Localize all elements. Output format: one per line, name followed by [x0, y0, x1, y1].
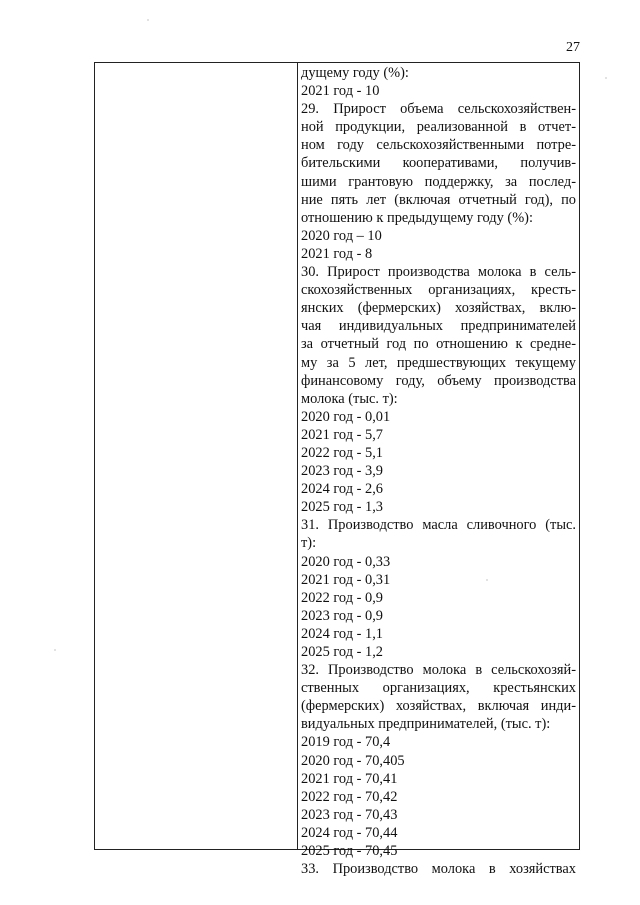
text-line: финансовому году, объему производства: [301, 372, 576, 389]
text-line: 2025 год - 70,45: [301, 843, 398, 860]
text-line: 31. Производство масла сливочного (тыс.: [301, 517, 576, 534]
text-line: 2024 год - 70,44: [301, 824, 398, 841]
text-line: 2021 год - 70,41: [301, 770, 398, 787]
text-line: 2020 год - 70,405: [301, 752, 405, 769]
text-line: т):: [301, 535, 317, 552]
text-line: 2025 год - 1,3: [301, 499, 384, 516]
text-line: 2024 год - 1,1: [301, 625, 384, 642]
text-line: 2022 год - 0,9: [301, 589, 384, 606]
text-line: видуальных предпринимателей, (тыс. т):: [301, 716, 551, 733]
text-line: 2023 год - 70,43: [301, 806, 398, 823]
text-line: ном году сельскохозяйственными потре-: [301, 137, 576, 154]
text-line: бительскими кооперативами, получив-: [301, 155, 576, 172]
text-line: янских (фермерских) хозяйствах, вклю-: [301, 300, 576, 317]
text-line: чая индивидуальных предпринимателей: [301, 318, 576, 335]
text-line: 2021 год - 8: [301, 245, 373, 262]
text-line: 2024 год - 2,6: [301, 481, 384, 498]
text-line: скохозяйственных организациях, кресть-: [301, 282, 576, 299]
text-line: за отчетный год по отношению к средне-: [301, 336, 576, 353]
text-line: 29. Прирост объема сельскохозяйствен-: [301, 101, 576, 118]
text-line: 33. Производство молока в хозяйствах: [301, 861, 576, 878]
text-line: 32. Производство молока в сельскохозяй-: [301, 662, 576, 679]
text-line: 2022 год - 70,42: [301, 788, 398, 805]
text-line: 2023 год - 3,9: [301, 463, 384, 480]
text-line: 2021 год - 5,7: [301, 426, 384, 443]
text-line: 2020 год – 10: [301, 227, 382, 244]
text-line: 2019 год - 70,4: [301, 734, 391, 751]
text-line: 2021 год - 0,31: [301, 571, 391, 588]
page-number: 27: [566, 40, 580, 55]
text-line: 2020 год - 0,33: [301, 553, 391, 570]
text-line: ственных организациях, крестьянских: [301, 680, 576, 697]
text-line: ние пять лет (включая отчетный год), по: [301, 191, 576, 208]
text-line: 2022 год - 5,1: [301, 444, 384, 461]
text-line: (фермерских) хозяйствах, включая инди-: [301, 698, 576, 715]
text-line: 30. Прирост производства молока в сель-: [301, 264, 576, 281]
text-line: шими грантовую поддержку, за послед-: [301, 173, 576, 190]
text-line: 2020 год - 0,01: [301, 408, 391, 425]
text-line: дущему году (%):: [301, 65, 409, 81]
text-line: 2025 год - 1,2: [301, 644, 384, 660]
text-line: 2023 год - 0,9: [301, 607, 384, 624]
text-line: ной продукции, реализованной в отчет-: [301, 119, 576, 136]
text-line: 2021 год - 10: [301, 83, 380, 100]
text-line: му за 5 лет, предшествующих текущему: [301, 354, 576, 371]
text-line: отношению к предыдущему году (%):: [301, 209, 533, 226]
text-line: молока (тыс. т):: [301, 390, 398, 407]
